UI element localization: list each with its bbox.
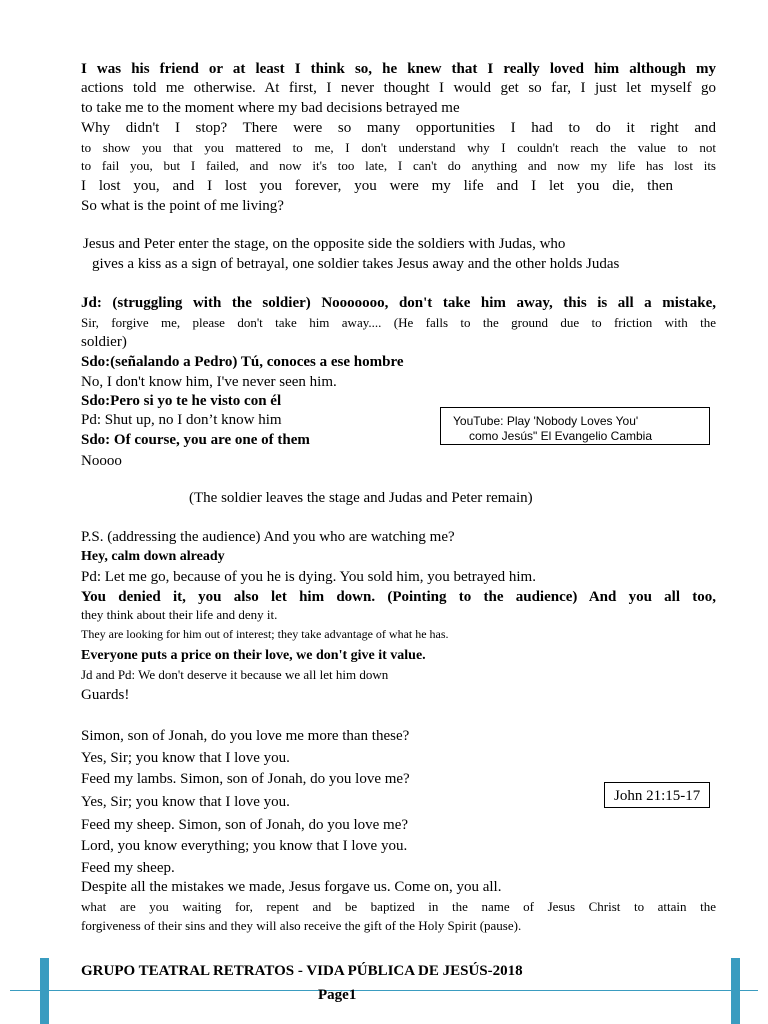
script-line-4: Why didn't I stop? There were so many opportunities I had to do it right and [81, 120, 716, 136]
dialogue-judas-2: Sir, forgive me, please don't take him away.... (He falls to the ground due to friction with the [81, 315, 716, 330]
dialogue-judas-1: Jd: (struggling with the soldier) Nooooooo, don't take him away, this is all a mistake, [81, 295, 716, 311]
youtube-note-box [440, 407, 710, 445]
dialogue-ps-2: Hey, calm down already [81, 549, 225, 564]
scripture-line-5: Feed my sheep. Simon, son of Jonah, do you love me? [81, 817, 409, 833]
dialogue-judas-3: soldier) [81, 334, 127, 350]
dialogue-peter-1: No, I don't know him, I've never seen him. [81, 374, 337, 390]
closing-line-2: what are you waiting for, repent and be baptized in the name of Jesus Christ to attain the [81, 899, 716, 914]
dialogue-peter-3: Noooo [81, 453, 122, 469]
dialogue-soldier-3: Sdo: Of course, you are one of them [81, 432, 310, 448]
closing-line-1: Despite all the mistakes we made, Jesus forgave us. Come on, you all. [81, 879, 502, 895]
scripture-line-3: Feed my lambs. Simon, son of Jonah, do you love me? [81, 771, 410, 787]
youtube-note-line-2: como Jesús" El Evangelio Cambia [469, 429, 653, 443]
script-line-1: I was his friend or at least I think so, he knew that I really loved him although my [81, 61, 716, 77]
dialogue-audience-1: You denied it, you also let him down. (Pointing to the audience) And you all too, [81, 589, 716, 605]
dialogue-soldier-1: Sdo:(señalando a Pedro) Tú, conoces a ese hombre [81, 354, 404, 370]
page-number: Page1 [318, 987, 357, 1003]
footer-bar-left [40, 958, 49, 1024]
footer-bar-right [731, 958, 740, 1024]
stage-direction-3: (The soldier leaves the stage and Judas and Peter remain) [189, 490, 533, 506]
script-line-7: I lost you, and I lost you forever, you were my life and I let you die, then [81, 178, 673, 194]
dialogue-audience-3: They are looking for him out of interest; they take advantage of what he has. [81, 627, 449, 641]
scripture-line-2: Yes, Sir; you know that I love you. [81, 750, 290, 766]
youtube-note-line-1: YouTube: Play 'Nobody Loves You' [453, 414, 639, 428]
scripture-line-4: Yes, Sir; you know that I love you. [81, 794, 290, 810]
dialogue-guards: Guards! [81, 687, 130, 703]
stage-direction-1: Jesus and Peter enter the stage, on the opposite side the soldiers with Judas, who [83, 236, 566, 252]
dialogue-audience-4: Everyone puts a price on their love, we don't give it value. [81, 648, 426, 663]
script-line-2: actions told me otherwise. At first, I never thought I would get so far, I just let myself go [81, 80, 716, 96]
closing-line-3: forgiveness of their sins and they will also receive the gift of the Holy Spirit (pause). [81, 918, 522, 933]
scripture-reference-box: John 21:15-17 [604, 782, 710, 808]
script-line-5: to show you that you mattered to me, I don't understand why I couldn't reach the value to not [81, 140, 716, 155]
script-line-8: So what is the point of me living? [81, 198, 284, 214]
dialogue-judas-peter: Jd and Pd: We don't deserve it because we all let him down [81, 667, 389, 682]
scripture-line-6: Lord, you know everything; you know that I love you. [81, 838, 408, 854]
dialogue-soldier-2: Sdo:Pero si yo te he visto con él [81, 393, 282, 409]
dialogue-peter-2: Pd: Shut up, no I don’t know him [81, 412, 282, 428]
dialogue-peter-4: Pd: Let me go, because of you he is dying. You sold him, you betrayed him. [81, 569, 536, 585]
script-line-6: to fail you, but I failed, and now it's too late, I can't do anything and now my life has lost its [81, 158, 716, 173]
footer-title: GRUPO TEATRAL RETRATOS - VIDA PÚBLICA DE JESÚS-2018 [81, 963, 523, 979]
dialogue-audience-2: they think about their life and deny it. [81, 607, 278, 622]
scripture-line-7: Feed my sheep. [81, 860, 175, 876]
scripture-line-1: Simon, son of Jonah, do you love me more than these? [81, 728, 410, 744]
dialogue-ps-1: P.S. (addressing the audience) And you who are watching me? [81, 529, 455, 545]
stage-direction-2: gives a kiss as a sign of betrayal, one soldier takes Jesus away and the other holds Judas [92, 256, 620, 272]
script-line-3: to take me to the moment where my bad decisions betrayed me [81, 100, 460, 116]
